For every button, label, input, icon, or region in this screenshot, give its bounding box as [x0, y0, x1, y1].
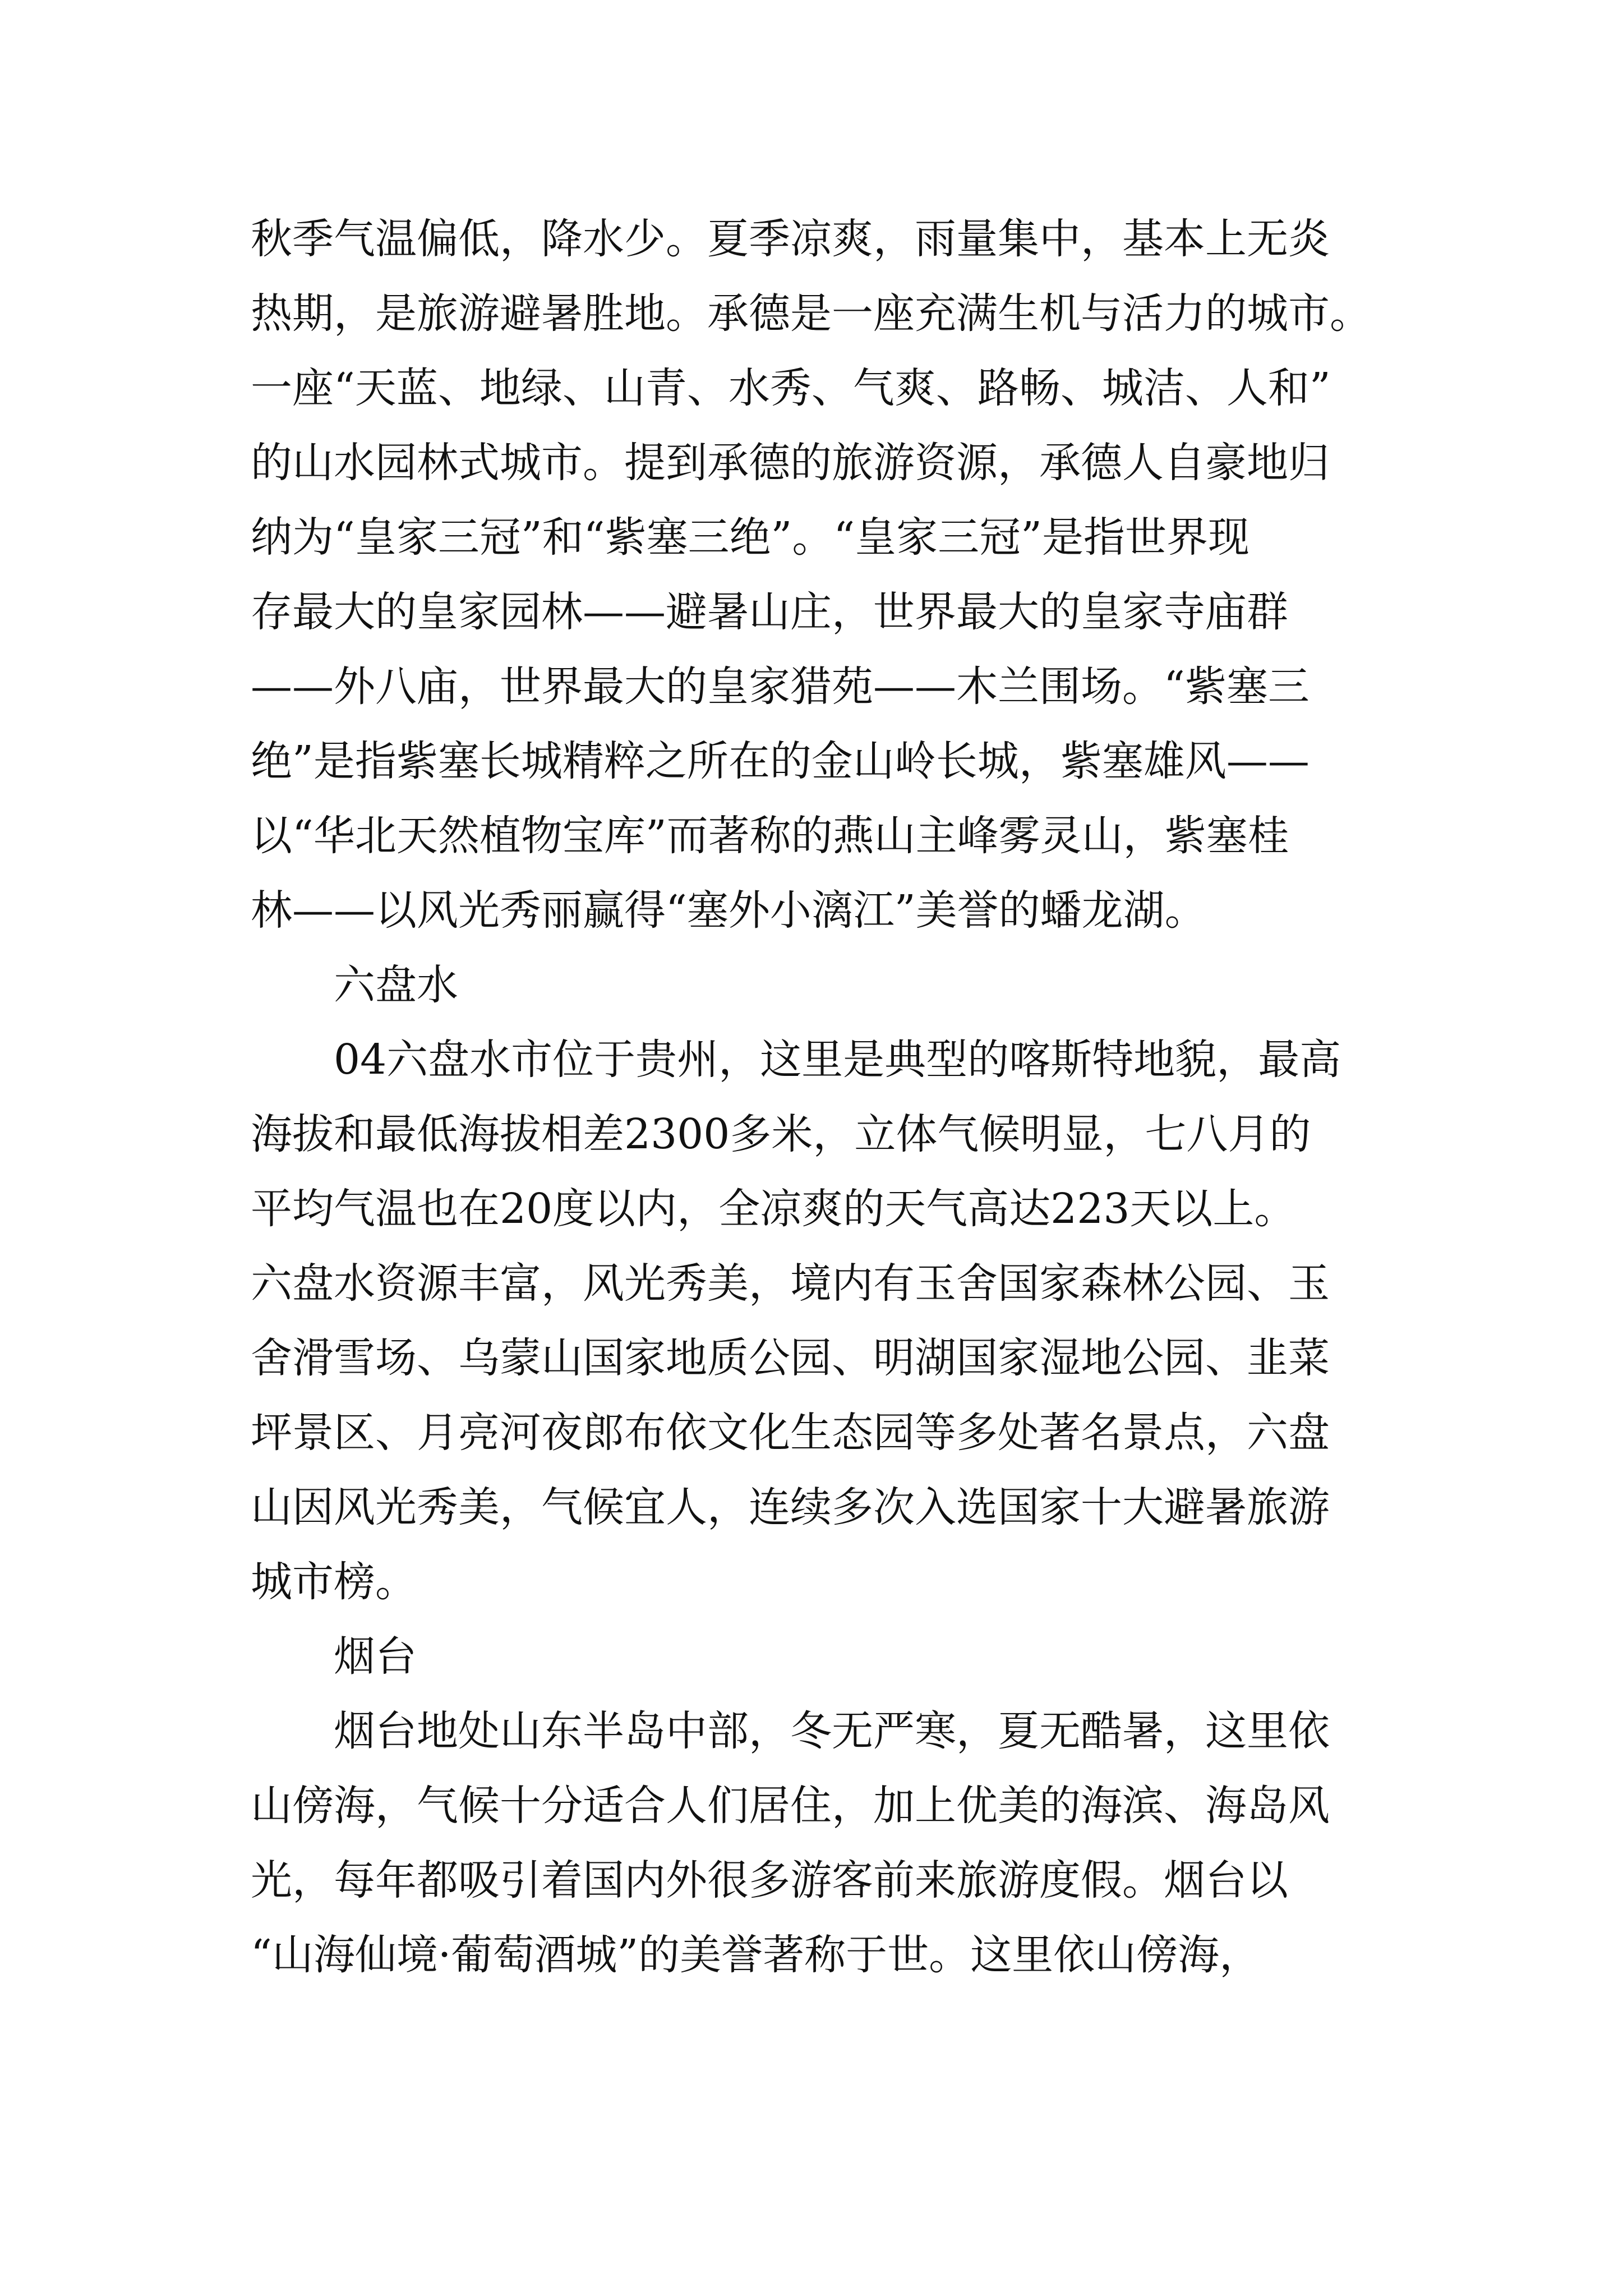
text-line: 纳为“皇家三冠”和“紫塞三绝”。“皇家三冠”是指世界现: [251, 513, 1249, 562]
text-line: 山因风光秀美，气候宜人，连续多次入选国家十大避暑旅游: [251, 1483, 1330, 1531]
text-line: ——外八庙，世界最大的皇家猎苑——木兰围场。“紫塞三: [251, 662, 1310, 711]
text-line: 的山水园林式城市。提到承德的旅游资源，承德人自豪地归: [251, 439, 1330, 487]
text-line: 海拔和最低海拔相差2300多米，立体气候明显，七八月的: [251, 1110, 1311, 1158]
text-line: 城市榜。: [251, 1558, 417, 1606]
text-line: 存最大的皇家园林——避暑山庄，世界最大的皇家寺庙群: [251, 588, 1288, 636]
text-line: 以“华北天然植物宝库”而著称的燕山主峰雾灵山，紫塞桂: [251, 812, 1289, 860]
text-line: 平均气温也在20度以内，全凉爽的天气高达223天以上。: [251, 1185, 1296, 1233]
paragraph-start-line: 烟台地处山东半岛中部，冬无严寒，夏无酷暑，这里依: [334, 1707, 1330, 1755]
text-line: 一座“天蓝、地绿、山青、水秀、气爽、路畅、城洁、人和”: [251, 364, 1331, 412]
text-line: 热期，是旅游避暑胜地。承德是一座充满生机与活力的城市。: [251, 289, 1371, 338]
text-line: 坪景区、月亮河夜郎布依文化生态园等多处著名景点，六盘: [251, 1409, 1330, 1457]
text-line: 光，每年都吸引着国内外很多游客前来旅游度假。烟台以: [251, 1856, 1288, 1904]
text-line: 秋季气温偏低，降水少。夏季凉爽，雨量集中，基本上无炎: [251, 215, 1330, 263]
section-heading-liupanshui: 六盘水: [334, 961, 458, 1009]
text-line: 绝”是指紫塞长城精粹之所在的金山岭长城，紫塞雄风——: [251, 737, 1310, 785]
text-line: “山海仙境·葡萄酒城”的美誉著称于世。这里依山傍海，: [251, 1931, 1261, 1979]
section-heading-yantai: 烟台: [334, 1632, 417, 1681]
text-line: 舍滑雪场、乌蒙山国家地质公园、明湖国家湿地公园、韭菜: [251, 1334, 1330, 1382]
paragraph-start-line: 04六盘水市位于贵州，这里是典型的喀斯特地貌，最高: [334, 1036, 1341, 1084]
text-line: 林——以风光秀丽赢得“塞外小漓江”美誉的蟠龙湖。: [251, 886, 1206, 935]
text-line: 山傍海，气候十分适合人们居住，加上优美的海滨、海岛风: [251, 1782, 1330, 1830]
document-body: [251, 202, 1378, 1993]
text-line: 六盘水资源丰富，风光秀美，境内有玉舍国家森林公园、玉: [251, 1259, 1330, 1308]
